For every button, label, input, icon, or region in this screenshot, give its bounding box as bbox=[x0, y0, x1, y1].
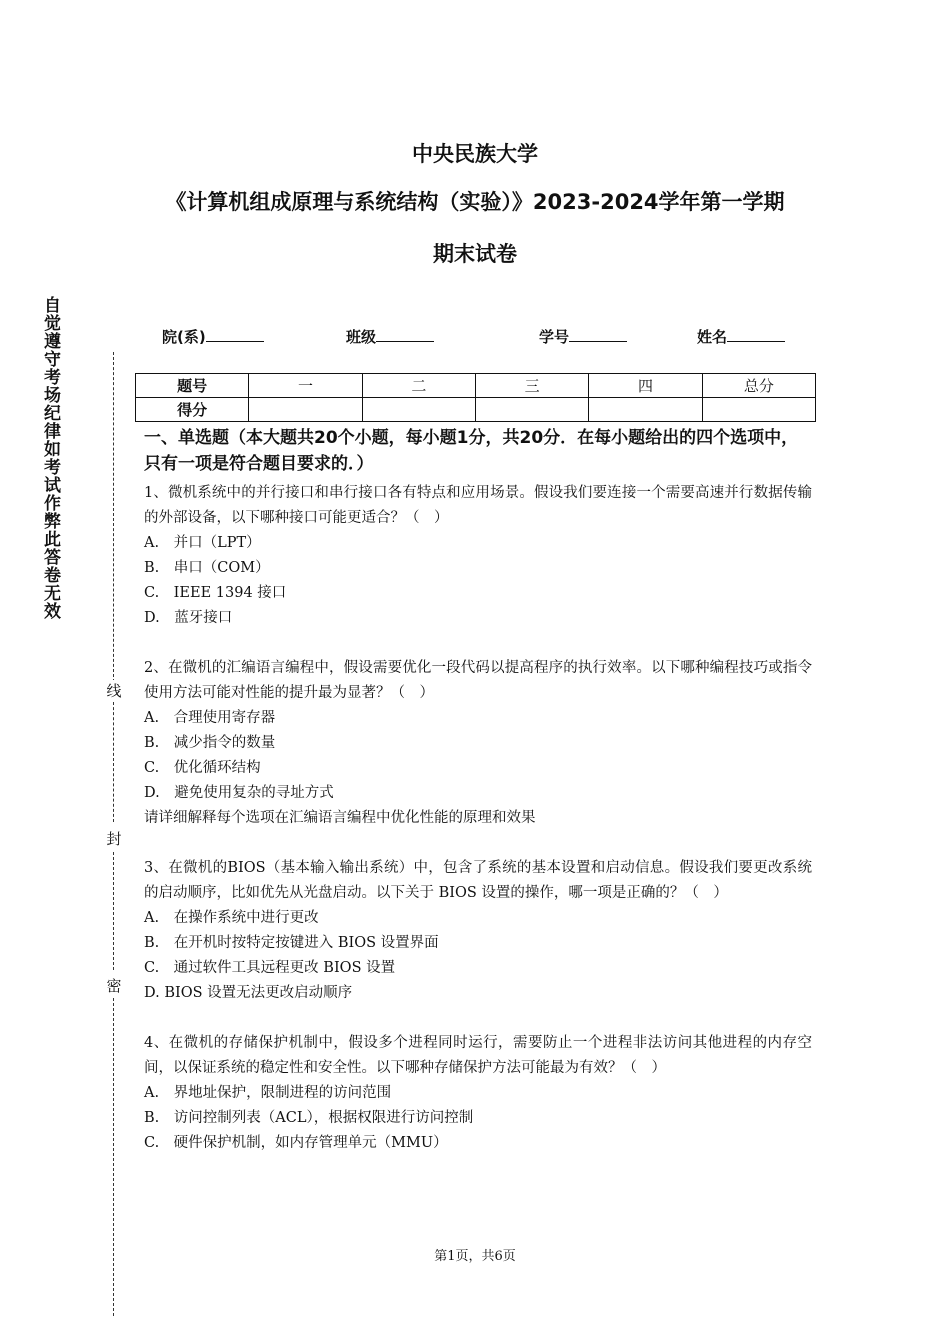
name-blank[interactable] bbox=[727, 327, 785, 342]
question-2 bbox=[144, 656, 812, 831]
exam-content bbox=[144, 425, 812, 1156]
department-blank[interactable] bbox=[206, 327, 264, 342]
option-d[interactable]: D. BIOS 设置无法更改启动顺序 bbox=[144, 985, 353, 1001]
class-field[interactable] bbox=[346, 326, 434, 347]
option-a[interactable]: A. 在操作系统中进行更改 bbox=[144, 910, 319, 926]
score-table-cell: 一 bbox=[249, 374, 362, 398]
option-b[interactable]: B. 访问控制列表（ACL），根据权限进行访问控制 bbox=[144, 1110, 474, 1126]
question-stem: 3、在微机的BIOS（基本输入输出系统）中，包含了系统的基本设置和启动信息。假设我们要更改系统的启动顺序，比如优先从光盘启动。以下关于 BIOS 设置的操作，哪一项是正确的？（ ） bbox=[144, 860, 812, 901]
score-table-score-row bbox=[136, 398, 816, 422]
option-d[interactable]: D. 蓝牙接口 bbox=[144, 610, 233, 626]
option-c[interactable]: C. 优化循环结构 bbox=[144, 760, 261, 776]
score-table-cell: 三 bbox=[475, 374, 588, 398]
seal-dashed-line-mid2 bbox=[113, 852, 114, 970]
seal-char-line: 线 bbox=[104, 680, 124, 701]
class-blank[interactable] bbox=[376, 327, 434, 342]
score-table-header-row bbox=[136, 374, 816, 398]
score-input-cell[interactable] bbox=[589, 398, 702, 422]
question-stem: 4、在微机的存储保护机制中，假设多个进程同时运行，需要防止一个进程非法访问其他进程的内存空间，以保证系统的稳定性和安全性。以下哪种存储保护方法可能最为有效？（ ） bbox=[144, 1035, 812, 1076]
question-3 bbox=[144, 856, 812, 1006]
option-a[interactable]: A. 界地址保护，限制进程的访问范围 bbox=[144, 1085, 392, 1101]
score-table-cell: 二 bbox=[362, 374, 475, 398]
department-label: 院(系) bbox=[162, 328, 206, 346]
question-stem: 1、微机系统中的并行接口和串行接口各有特点和应用场景。假设我们要连接一个需要高速并行数据传输的外部设备，以下哪种接口可能更适合？（ ） bbox=[144, 485, 812, 526]
page-number: 第1页，共6页 bbox=[434, 1249, 516, 1264]
university-title: 中央民族大学 bbox=[412, 142, 538, 166]
class-label: 班级 bbox=[346, 328, 377, 346]
score-input-cell[interactable] bbox=[249, 398, 362, 422]
question-note: 请详细解释每个选项在汇编语言编程中优化性能的原理和效果 bbox=[144, 810, 536, 826]
student-id-blank[interactable] bbox=[569, 327, 627, 342]
score-input-cell[interactable] bbox=[475, 398, 588, 422]
exam-discipline-notice: 自觉遵守考场纪律如考试作弊此答卷无效 bbox=[40, 296, 60, 620]
option-c[interactable]: C. IEEE 1394 接口 bbox=[144, 585, 287, 601]
option-d[interactable]: D. 避免使用复杂的寻址方式 bbox=[144, 785, 334, 801]
option-c[interactable]: C. 通过软件工具远程更改 BIOS 设置 bbox=[144, 960, 396, 976]
department-field[interactable] bbox=[162, 326, 264, 347]
seal-char-seal: 封 bbox=[104, 828, 124, 849]
score-table-cell: 题号 bbox=[136, 374, 249, 398]
option-a[interactable]: A. 合理使用寄存器 bbox=[144, 710, 276, 726]
option-b[interactable]: B. 减少指令的数量 bbox=[144, 735, 276, 751]
option-a[interactable]: A. 并口（LPT） bbox=[144, 535, 261, 551]
exam-type-title: 期末试卷 bbox=[433, 242, 517, 266]
name-label: 姓名 bbox=[697, 328, 728, 346]
score-table-cell: 四 bbox=[589, 374, 702, 398]
question-1 bbox=[144, 481, 812, 631]
score-table-cell: 总分 bbox=[702, 374, 815, 398]
student-id-field[interactable] bbox=[539, 326, 627, 347]
score-row-label: 得分 bbox=[136, 398, 249, 422]
score-table bbox=[135, 373, 816, 422]
option-b[interactable]: B. 串口（COM） bbox=[144, 560, 270, 576]
score-input-cell[interactable] bbox=[362, 398, 475, 422]
student-id-label: 学号 bbox=[539, 328, 570, 346]
seal-dashed-line-bottom bbox=[113, 998, 114, 1316]
score-input-cell[interactable] bbox=[702, 398, 815, 422]
question-4 bbox=[144, 1031, 812, 1156]
seal-dashed-line-mid1 bbox=[113, 702, 114, 822]
name-field[interactable] bbox=[697, 326, 785, 347]
option-c[interactable]: C. 硬件保护机制，如内存管理单元（MMU） bbox=[144, 1135, 448, 1151]
section-title: 一、单选题（本大题共20个小题，每小题1分，共20分．在每小题给出的四个选项中，只有一项是符合题目要求的．） bbox=[144, 428, 799, 474]
seal-dashed-line-top bbox=[113, 352, 114, 682]
option-b[interactable]: B. 在开机时按特定按键进入 BIOS 设置界面 bbox=[144, 935, 439, 951]
seal-char-secret: 密 bbox=[104, 975, 124, 996]
course-title: 《计算机组成原理与系统结构（实验）》2023-2024学年第一学期 bbox=[165, 190, 785, 214]
student-info-row bbox=[0, 326, 950, 350]
question-stem: 2、在微机的汇编语言编程中，假设需要优化一段代码以提高程序的执行效率。以下哪种编程技巧或指令使用方法可能对性能的提升最为显著？（ ） bbox=[144, 660, 812, 701]
